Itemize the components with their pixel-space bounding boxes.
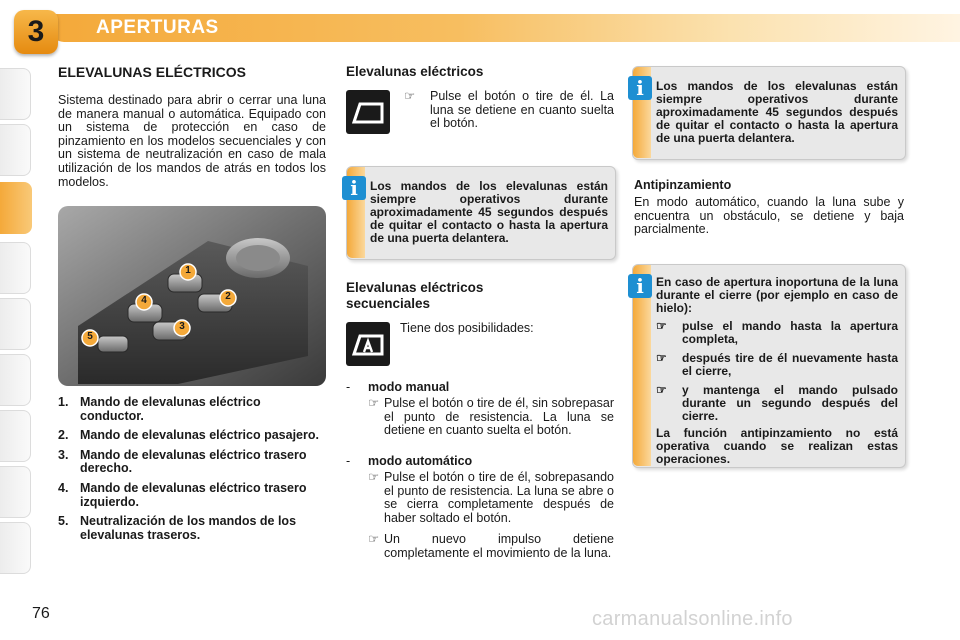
auto-mode-label: modo automático bbox=[368, 454, 473, 468]
page-number: 76 bbox=[32, 605, 50, 622]
side-tab-8[interactable] bbox=[0, 466, 31, 518]
legend-item: 1. Mando de elevalunas eléctrico conductor. bbox=[58, 395, 261, 423]
side-tab-6[interactable] bbox=[0, 354, 31, 406]
info-icon: i bbox=[628, 274, 652, 298]
sequential-switch-icon bbox=[346, 322, 390, 366]
legend-item: 4. Mando de elevalunas eléctrico trasero izquierdo. bbox=[58, 480, 307, 509]
side-tab-4[interactable] bbox=[0, 242, 31, 294]
side-tab-9[interactable] bbox=[0, 522, 31, 574]
callout-4: 4 bbox=[141, 295, 147, 306]
switch-legend bbox=[58, 396, 326, 548]
section-title-sequential: Elevalunas eléctricos secuenciales bbox=[346, 280, 484, 311]
info-icon: i bbox=[628, 76, 652, 100]
watermark: carmanualsonline.info bbox=[592, 608, 793, 630]
section-title-elevalunas: ELEVALUNAS ELÉCTRICOS bbox=[58, 64, 246, 80]
manual-mode-bullet: ☞ Pulse el botón o tire de él, sin sobrepasar el punto de resistencia. La luna se detiene en cuanto suelta el botón. bbox=[368, 396, 614, 438]
antipinch-title: Antipinzamiento bbox=[634, 178, 732, 192]
legend-item: 3. Mando de elevalunas eléctrico trasero derecho. bbox=[58, 447, 307, 476]
intro-paragraph: Sistema destinado para abrir o cerrar una luna de manera manual o automática. Equipado con un sistema de protección en caso de pinzamiento en los modelos secuenciales y con un sistema de neutralización en caso de mala utilización de los mandos de atrás en todos los modelos. bbox=[58, 93, 326, 189]
dash-manual: - bbox=[346, 380, 351, 394]
callout-5: 5 bbox=[87, 331, 93, 342]
window-switch-icon bbox=[346, 90, 390, 134]
electric-bullet: ☞ Pulse el botón o tire de él. La luna se detiene en cuanto suelta el botón. bbox=[404, 89, 614, 131]
info-intro: En caso de apertura inoportuna de la luna durante el cierre (por ejemplo en caso de hielo): bbox=[656, 275, 898, 315]
side-tab-5[interactable] bbox=[0, 298, 31, 350]
antipinch-text: En modo automático, cuando la luna sube y encuentra un obstáculo, se detiene y baja parcialmente. bbox=[634, 195, 904, 237]
callout-2: 2 bbox=[225, 291, 231, 302]
info-text-right-top: Los mandos de los elevalunas están siempre operativos durante aproximadamente 45 segundos después de quitar el contacto o hasta la apertura de una puerta delantera. bbox=[656, 79, 898, 145]
section-title-electric: Elevalunas eléctricos bbox=[346, 64, 484, 79]
info-icon: i bbox=[342, 176, 366, 200]
dash-auto: - bbox=[346, 454, 351, 468]
side-tab-7[interactable] bbox=[0, 410, 31, 462]
auto-mode-bullets: ☞ Pulse el botón o tire de él, sobrepasando el punto de resistencia. La luna se abre o se cierra completamente después de haber soltado el botón. ☞ Un nuevo impulso detiene completamente el movimiento de la luna. bbox=[368, 470, 614, 560]
callout-3: 3 bbox=[179, 321, 185, 332]
side-tab-2[interactable] bbox=[0, 124, 31, 176]
callout-1: 1 bbox=[185, 265, 191, 276]
legend-item: 5. Neutralización de los mandos de los elevalunas traseros. bbox=[58, 514, 297, 542]
info-text-right-bottom: En caso de apertura inoportuna de la luna durante el cierre (por ejemplo en caso de hielo): ☞ pulse el mando hasta la apertura completa, ☞ después tire de él nuevamente hasta el cierre, ☞ y mantenga el mando pulsado durante un segundo después del cierre. La función antipinzamiento no está operativa cuando se realizan estas operaciones. bbox=[656, 275, 898, 466]
chapter-number: 3 bbox=[27, 15, 45, 48]
side-tab-1[interactable] bbox=[0, 68, 31, 120]
window-switch-photo bbox=[58, 206, 326, 386]
sequential-intro: Tiene dos posibilidades: bbox=[400, 321, 534, 335]
page-title: APERTURAS bbox=[96, 17, 219, 38]
side-tab-active[interactable] bbox=[0, 182, 32, 234]
manual-mode-label: modo manual bbox=[368, 380, 450, 394]
info-footer: La función antipinzamiento no está operativa cuando se realizan estas operaciones. bbox=[656, 426, 898, 466]
legend-item: 2. Mando de elevalunas eléctrico pasajero. bbox=[58, 428, 319, 443]
info-text-middle: Los mandos de los elevalunas están siempre operativos durante aproximadamente 45 segundos después de quitar el contacto o hasta la apertura de una puerta delantera. bbox=[370, 179, 608, 245]
